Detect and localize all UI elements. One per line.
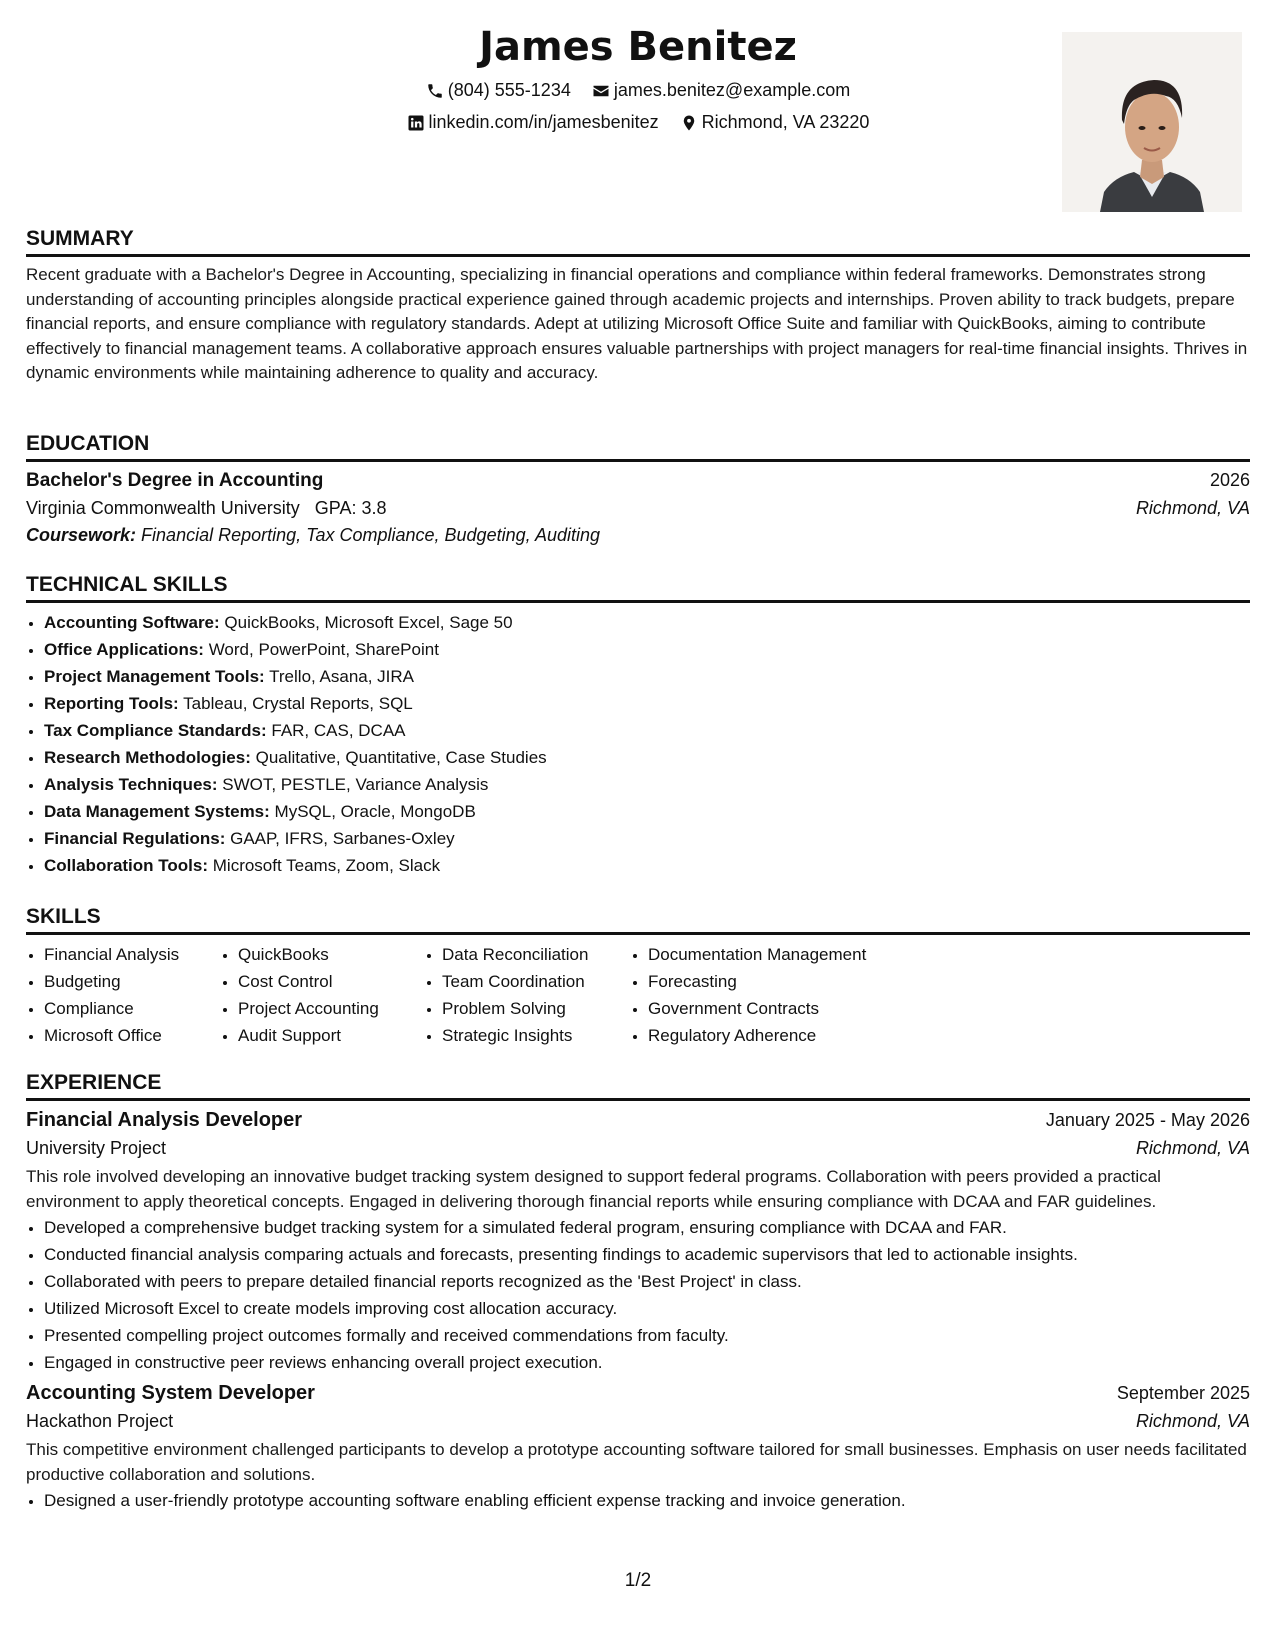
job-org: University Project — [26, 1138, 167, 1158]
linkedin-text: linkedin.com/in/jamesbenitez — [428, 112, 659, 132]
envelope-icon — [592, 82, 610, 100]
job-bullet: • Engaged in constructive peer reviews enhancing overall project execution. — [44, 1349, 1250, 1376]
job-bullet: • Utilized Microsoft Excel to create models improving cost allocation accuracy. — [44, 1295, 1250, 1322]
phone-text: (804) 555-1234 — [447, 80, 571, 100]
experience-heading: EXPERIENCE — [26, 1071, 1250, 1101]
skills-column — [630, 941, 948, 1049]
experience-entry — [26, 1109, 1250, 1376]
tech-skill-label: Data Management Systems: — [44, 802, 270, 821]
profile-photo — [1062, 32, 1242, 212]
degree-year: 2026 — [1209, 470, 1250, 490]
linkedin-icon — [407, 114, 425, 132]
tech-skill-item — [44, 825, 1250, 852]
education-degree-row — [26, 470, 1250, 492]
skills-column — [424, 941, 630, 1049]
school-gpa — [26, 498, 387, 519]
tech-skill-item — [44, 690, 1250, 717]
skill-item: • Project Accounting — [238, 995, 424, 1022]
job-title: Accounting System Developer — [26, 1382, 315, 1404]
portrait-image — [1062, 32, 1242, 212]
contact-email — [592, 80, 850, 101]
education-section — [26, 432, 1250, 546]
job-bullet: • Presented compelling project outcomes formally and received commendations from faculty. — [44, 1322, 1250, 1349]
job-description: This role involved developing an innovative budget tracking system designed to support federal programs. Collaboration with peers provided a practical environment to apply theoretical concepts. Engaged in delivering thorough financial reports while ensuring compliance with DCAA and FAR guidelines. — [26, 1167, 1161, 1211]
job-org-row — [26, 1138, 1250, 1159]
job-bullet: • Designed a user-friendly prototype accounting software enabling efficient expense tracking and invoice generation. — [44, 1487, 1250, 1514]
coursework-row — [26, 525, 1250, 546]
summary-text: Recent graduate with a Bachelor's Degree in Accounting, specializing in financial operations and compliance within federal frameworks. Demonstrates strong understanding of accounting principles alongside practical experience gained through academic projects and internships. Proven ability to track budgets, prepare financial reports, and ensure compliance with regulatory standards. Adept at utilizing Microsoft Office Suite and familiar with QuickBooks, aiming to contribute effectively to financial management teams. A collaborative approach ensures valuable partnerships with project managers for real-time financial insights. Thrives in dynamic environments while maintaining adherence to quality and accuracy. — [26, 265, 1248, 382]
summary-section — [26, 227, 1250, 386]
skills-columns — [26, 941, 1250, 1049]
job-title-row — [26, 1109, 1250, 1132]
tech-skill-value: Word, PowerPoint, SharePoint — [208, 640, 439, 659]
email-text: james.benitez@example.com — [613, 80, 851, 100]
resume-page — [26, 0, 1250, 1650]
contact-linkedin — [407, 112, 659, 133]
technical-skills-section — [26, 573, 1250, 879]
job-dates: January 2025 - May 2026 — [1045, 1110, 1250, 1130]
tech-skill-label: Office Applications: — [44, 640, 204, 659]
tech-skill-value: FAR, CAS, DCAA — [271, 721, 406, 740]
tech-skill-value: Tableau, Crystal Reports, SQL — [183, 694, 413, 713]
tech-skill-label: Tax Compliance Standards: — [44, 721, 267, 740]
skill-item: • Audit Support — [238, 1022, 424, 1049]
tech-skill-label: Project Management Tools: — [44, 667, 265, 686]
skills-column — [220, 941, 424, 1049]
tech-skill-item — [44, 663, 1250, 690]
tech-skill-label: Analysis Techniques: — [44, 775, 218, 794]
skills-heading: SKILLS — [26, 905, 1250, 935]
skill-item: • Microsoft Office — [44, 1022, 220, 1049]
summary-heading: SUMMARY — [26, 227, 1250, 257]
tech-skill-item — [44, 771, 1250, 798]
skill-item: • Documentation Management — [648, 941, 948, 968]
candidate-name: James Benitez — [479, 24, 797, 70]
skills-section — [26, 905, 1250, 1049]
tech-skill-item — [44, 852, 1250, 879]
technical-skills-list — [26, 609, 1250, 879]
skill-item: • Data Reconciliation — [442, 941, 630, 968]
tech-skill-label: Reporting Tools: — [44, 694, 179, 713]
technical-skills-heading: TECHNICAL SKILLS — [26, 573, 1250, 603]
tech-skill-value: SWOT, PESTLE, Variance Analysis — [222, 775, 489, 794]
tech-skill-item — [44, 744, 1250, 771]
school-name: Virginia Commonwealth University — [26, 498, 300, 518]
job-description: This competitive environment challenged participants to develop a prototype accounting software tailored for small businesses. Emphasis on user needs facilitated productive collaboration and solutions. — [26, 1440, 1247, 1484]
school-location: Richmond, VA — [1135, 498, 1250, 518]
job-org: Hackathon Project — [26, 1411, 174, 1431]
skills-column — [26, 941, 220, 1049]
tech-skill-value: GAAP, IFRS, Sarbanes-Oxley — [230, 829, 455, 848]
tech-skill-item — [44, 798, 1250, 825]
phone-icon — [426, 82, 444, 100]
job-dates: September 2025 — [1116, 1383, 1250, 1403]
map-pin-icon — [680, 114, 698, 132]
coursework-list: Financial Reporting, Tax Compliance, Budgeting, Auditing — [141, 525, 600, 545]
page-number: 1/2 — [624, 1570, 652, 1591]
resume-header — [26, 22, 1250, 222]
tech-skill-label: Accounting Software: — [44, 613, 220, 632]
skill-item: • Budgeting — [44, 968, 220, 995]
tech-skill-label: Collaboration Tools: — [44, 856, 209, 875]
skill-item: • Problem Solving — [442, 995, 630, 1022]
job-location: Richmond, VA — [1135, 1138, 1250, 1158]
experience-section — [26, 1071, 1250, 1514]
skill-item: • Strategic Insights — [442, 1022, 630, 1049]
tech-skill-value: Microsoft Teams, Zoom, Slack — [212, 856, 441, 875]
job-location: Richmond, VA — [1135, 1411, 1250, 1431]
job-bullet: • Collaborated with peers to prepare detailed financial reports recognized as the 'Best Project' in class. — [44, 1268, 1250, 1295]
job-bullets — [26, 1487, 1250, 1514]
location-text: Richmond, VA 23220 — [701, 112, 870, 132]
skill-item: • QuickBooks — [238, 941, 424, 968]
skill-item: • Forecasting — [648, 968, 948, 995]
tech-skill-value: MySQL, Oracle, MongoDB — [274, 802, 476, 821]
degree-title: Bachelor's Degree in Accounting — [26, 470, 324, 491]
skill-item: • Financial Analysis — [44, 941, 220, 968]
contact-phone — [426, 80, 571, 101]
experience-entry — [26, 1382, 1250, 1514]
skill-item: • Government Contracts — [648, 995, 948, 1022]
skill-item: • Compliance — [44, 995, 220, 1022]
job-bullet: • Conducted financial analysis comparing actuals and forecasts, presenting findings to academic supervisors that led to actionable insights. — [44, 1241, 1250, 1268]
education-school-row — [26, 498, 1250, 519]
skill-item: • Regulatory Adherence — [648, 1022, 948, 1049]
job-title-row — [26, 1382, 1250, 1405]
skill-item: • Team Coordination — [442, 968, 630, 995]
contact-location — [680, 112, 870, 133]
tech-skill-item — [44, 636, 1250, 663]
tech-skill-label: Financial Regulations: — [44, 829, 226, 848]
job-org-row — [26, 1411, 1250, 1432]
job-bullet: • Developed a comprehensive budget tracking system for a simulated federal program, ensuring compliance with DCAA and FAR. — [44, 1214, 1250, 1241]
tech-skill-label: Research Methodologies: — [44, 748, 251, 767]
tech-skill-value: Trello, Asana, JIRA — [269, 667, 415, 686]
tech-skill-value: QuickBooks, Microsoft Excel, Sage 50 — [224, 613, 513, 632]
skill-item: • Cost Control — [238, 968, 424, 995]
tech-skill-item — [44, 717, 1250, 744]
job-bullets — [26, 1214, 1250, 1376]
coursework-label: Coursework: — [26, 525, 137, 545]
education-heading: EDUCATION — [26, 432, 1250, 462]
gpa: GPA: 3.8 — [314, 498, 387, 518]
job-title: Financial Analysis Developer — [26, 1109, 303, 1131]
tech-skill-item — [44, 609, 1250, 636]
tech-skill-value: Qualitative, Quantitative, Case Studies — [255, 748, 547, 767]
